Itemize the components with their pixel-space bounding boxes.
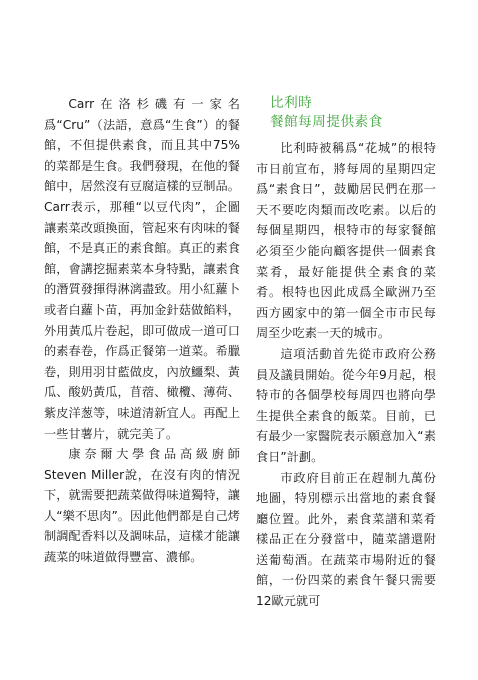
section-heading-line-2: 餐館每周提供素食 bbox=[270, 114, 383, 130]
section-heading-line-1: 比利時 bbox=[270, 95, 313, 111]
right-paragraph-2: 這項活動首先從市政府公務員及議員開始。從今年9月起，根特市的各個學校每周四也將向學生提供全素食的飯菜。目前，已有最少一家醫院表示願意加入“素食日”計劃。 bbox=[256, 346, 436, 464]
right-column bbox=[256, 94, 436, 632]
right-paragraph-1: 比利時被稱爲“花城”的根特市日前宣布，將每周的星期四定爲“素食日”，鼓勵居民們在那一天不要吃肉類而改吃素。以后的每個星期四，根特市的每家餐館必須至少能向顧客提供一個素食菜肴，最好能提供全素食的菜肴。根特也因此成爲全歐洲乃至西方國家中的第一個全市市民每周至少吃素一天的城市。 bbox=[256, 141, 436, 341]
left-paragraph-1: Carr在洛杉磯有一家名爲“Cru”（法語，意爲“生食”）的餐館，不但提供素食，而且其中75%的菜都是生食。我們發現，在他的餐館中，居然沒有豆腐這樣的豆制品。Carr表示，那種“以豆代肉”，企圖讓素菜改頭換面，管起來有肉味的餐館，不是真正的素食館。真正的素食館，會講挖掘素菜本身特點，讓素食的潛質發揮得淋漓盡致。用小紅蘿卜或者白蘿卜苗，再加金針菇做餡料，外用黃瓜片卷起，即可做成一道可口的素春卷，作爲正餐第一道菜。希臘卷，則用羽甘藍做皮，內放鱷梨、黃瓜、酸奶黃瓜，苜蓿、橄欖、薄荷、紫皮洋葱等，味道清新宜人。再配上一些甘薯片，就完美了。 bbox=[44, 97, 240, 441]
left-column bbox=[44, 94, 240, 568]
section-heading bbox=[270, 94, 436, 132]
right-paragraph-3: 市政府目前正在趕制九萬份地圖，特別標示出當地的素食餐廳位置。此外，素食菜譜和菜肴樣品正在分發當中，隨菜譜還附送葡萄酒。在蔬菜市場附近的餐館，一份四菜的素食午餐只需要12歐元就可 bbox=[256, 470, 436, 609]
right-body bbox=[256, 138, 436, 612]
left-paragraph-2: 康奈爾大學食品高級廚師Steven Miller說，在沒有肉的情況下，就需要把蔬菜做得味道獨特，讓人“樂不思肉”。因此他們都是自己烤制調配香料以及調味品，這樣才能讓蔬菜的味道做得豐富、濃郁。 bbox=[44, 447, 240, 565]
